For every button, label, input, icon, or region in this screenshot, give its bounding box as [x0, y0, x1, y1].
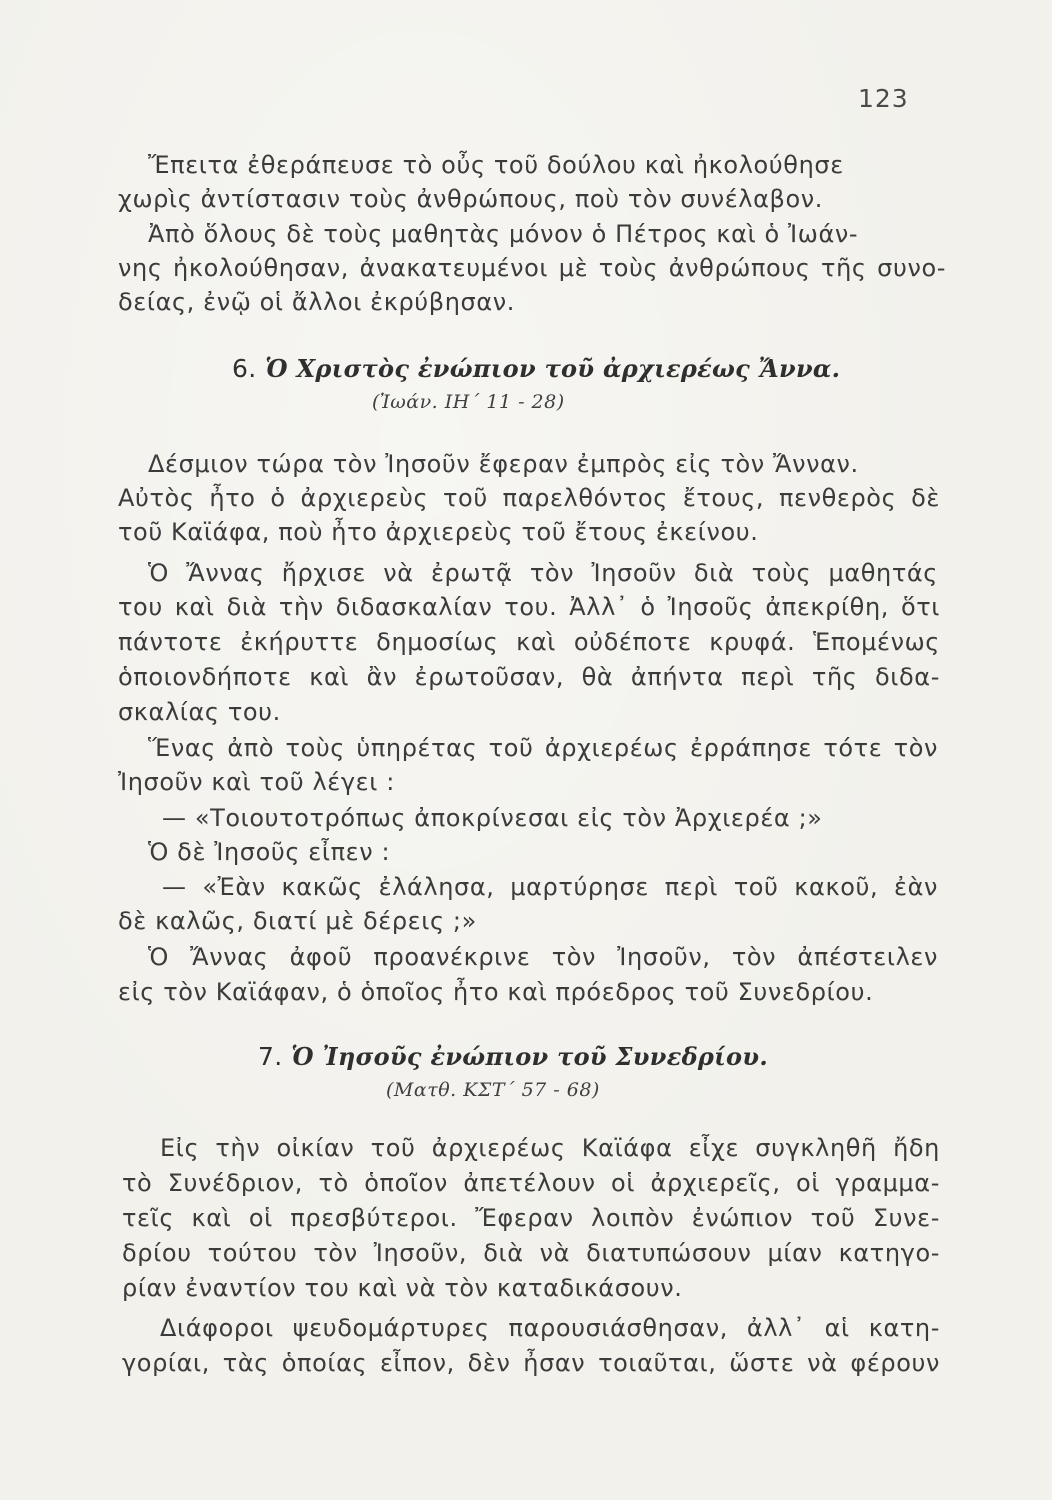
- text-line: Ὁ Ἄννας ἀφοῦ προανέκρινε τὸν Ἰησοῦν, τὸν ἀπέστειλεν: [148, 943, 938, 971]
- text-line: νης ἠκολούθησαν, ἀνακατευμένοι μὲ τοὺς ἀνθρώπους τῆς συνο-: [118, 254, 946, 282]
- text-line: δείας, ἐνῷ οἱ ἄλλοι ἐκρύβησαν.: [118, 288, 515, 316]
- section-6-title: Ὁ Χριστὸς ἐνώπιον τοῦ ἀρχιερέως Ἄννα.: [265, 354, 841, 383]
- text-line: Αὐτὸς ἦτο ὁ ἀρχιερεὺς τοῦ παρελθόντος ἔτους, πενθερὸς δὲ: [118, 484, 940, 512]
- text-line: δρίου τούτου τὸν Ἰησοῦν, διὰ νὰ διατυπώσουν μίαν κατηγο-: [122, 1239, 940, 1267]
- page-number: 123: [858, 84, 909, 113]
- text-line: Ἔπειτα ἐθεράπευσε τὸ οὖς τοῦ δούλου καὶ ἠκολούθησε: [148, 151, 844, 179]
- text-line: εἰς τὸν Καϊάφαν, ὁ ὁποῖος ἦτο καὶ πρόεδρος τοῦ Συνεδρίου.: [118, 978, 874, 1006]
- text-line: Ἀπὸ ὅλους δὲ τοὺς μαθητὰς μόνον ὁ Πέτρος καὶ ὁ Ἰωάν-: [148, 220, 859, 248]
- text-line: τὸ Συνέδριον, τὸ ὁποῖον ἀπετέλουν οἱ ἀρχιερεῖς, οἱ γραμμα-: [122, 1169, 940, 1197]
- text-line: τοῦ Καϊάφα, ποὺ ἦτο ἀρχιερεὺς τοῦ ἔτους ἐκείνου.: [118, 518, 759, 546]
- dialogue-line: Ὁ δὲ Ἰησοῦς εἶπεν :: [148, 838, 391, 866]
- dialogue-line: — «Ἐὰν κακῶς ἐλάλησα, μαρτύρησε περὶ τοῦ κακοῦ, ἐὰν: [162, 873, 938, 901]
- text-line: χωρὶς ἀντίστασιν τοὺς ἀνθρώπους, ποὺ τὸν συνέλαβον.: [118, 185, 823, 213]
- text-line: Ὁ Ἄννας ἤρχισε νὰ ἐρωτᾷ τὸν Ἰησοῦν διὰ τοὺς μαθητάς: [148, 559, 938, 587]
- text-line: του καὶ διὰ τὴν διδασκαλίαν του. Ἀλλ᾽ ὁ Ἰησοῦς ἀπεκρίθη, ὅτι: [118, 593, 940, 621]
- section-7-heading: [258, 1042, 768, 1072]
- section-6-heading: [232, 354, 840, 384]
- text-line: ρίαν ἐναντίον του καὶ νὰ τὸν καταδικάσουν.: [122, 1274, 683, 1302]
- section-7-number: 7.: [258, 1042, 283, 1071]
- text-line: Ἕνας ἀπὸ τοὺς ὑπηρέτας τοῦ ἀρχιερέως ἐρράπησε τότε τὸν: [148, 734, 938, 762]
- text-line: γορίαι, τὰς ὁποίας εἶπον, δὲν ἦσαν τοιαῦται, ὥστε νὰ φέρουν: [122, 1349, 940, 1377]
- text-line: πάντοτε ἐκήρυττε δημοσίως καὶ οὐδέποτε κρυφά. Ἑπομένως: [118, 628, 940, 656]
- text-line: Ἰησοῦν καὶ τοῦ λέγει :: [118, 768, 395, 796]
- section-6-reference: (Ἰωάν. ΙΗ´ 11 - 28): [372, 391, 565, 413]
- section-7-title: Ὁ Ἰησοῦς ἐνώπιον τοῦ Συνεδρίου.: [291, 1042, 768, 1071]
- text-line: τεῖς καὶ οἱ πρεσβύτεροι. Ἔφεραν λοιπὸν ἐνώπιον τοῦ Συνε-: [122, 1204, 940, 1232]
- text-line: Διάφοροι ψευδομάρτυρες παρουσιάσθησαν, ἀλλ᾽ αἱ κατη-: [160, 1314, 940, 1342]
- dialogue-line: δὲ καλῶς, διατί μὲ δέρεις ;»: [118, 907, 477, 935]
- text-line: σκαλίας του.: [118, 698, 281, 726]
- text-line: Δέσμιον τώρα τὸν Ἰησοῦν ἔφεραν ἐμπρὸς εἰς τὸν Ἄνναν.: [148, 450, 859, 478]
- section-6-number: 6.: [232, 354, 257, 383]
- text-line: ὁποιονδήποτε καὶ ἂν ἐρωτοῦσαν, θὰ ἀπήντα περὶ τῆς διδα-: [118, 663, 940, 691]
- text-line: Εἰς τὴν οἰκίαν τοῦ ἀρχιερέως Καϊάφα εἶχε συγκληθῆ ἤδη: [160, 1134, 940, 1162]
- dialogue-line: — «Τοιουτοτρόπως ἀποκρίνεσαι εἰς τὸν Ἀρχιερέα ;»: [162, 804, 823, 832]
- section-7-reference: (Ματθ. ΚΣΤ´ 57 - 68): [386, 1079, 600, 1101]
